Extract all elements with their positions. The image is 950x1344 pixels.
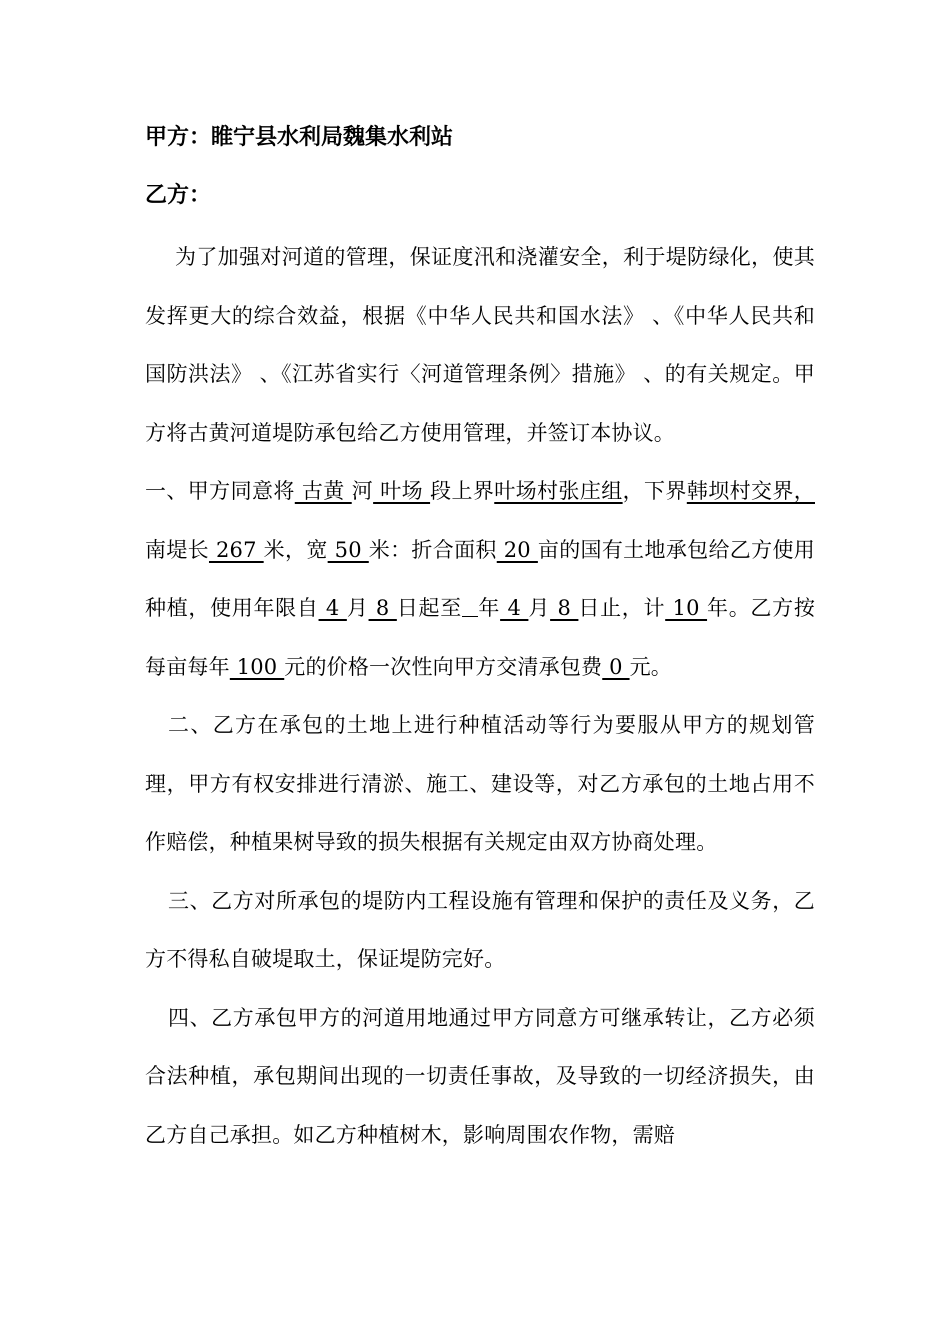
area-field: 20 (496, 537, 538, 562)
intro-paragraph: 为了加强对河道的管理，保证度汛和浇灌安全，利于堤防绿化，使其发挥更大的综合效益，根据《中华人民共和国水法》 、《中华人民共和国防洪法》 、《江苏省实行〈河道管理条例〉措施》 、的有关规定。甲方将古黄河道堤防承包给乙方使用管理，并签订本协议。 (145, 245, 815, 445)
clause1-text-4: ，下界 (622, 479, 687, 503)
party-b-line (145, 176, 815, 216)
clause1-text-8: 亩的国有土地承包给乙方使用种植，使用年限自 (145, 537, 815, 620)
end-year-blank (462, 598, 478, 617)
start-month-field: 4 (318, 596, 347, 620)
lower-boundary-field: 韩坝村交界， (686, 479, 815, 503)
end-day-field: 8 (550, 596, 579, 620)
length-field: 267 (208, 537, 264, 562)
contract-page (145, 118, 815, 1164)
clause-1-paragraph (145, 462, 815, 696)
clause1-text-5: 南堤长 (145, 537, 209, 562)
clause1-text-16: 元。 (629, 654, 672, 679)
section-name-field: 叶场 (373, 479, 431, 503)
party-b-label: 乙方： (145, 183, 212, 208)
clause1-text-1: 一、甲方同意将 (145, 479, 295, 503)
clause1-text-11: 年 (477, 596, 501, 620)
party-a-name: 睢宁县水利局魏集水利站 (211, 125, 454, 150)
clause-4-paragraph: 四、乙方承包甲方的河道用地通过甲方同意方可继承转让，乙方必须合法种植，承包期间出现的一切责任事故，及导致的一切经济损失，由乙方自己承担。如乙方种植树木，影响周围农作物，需赔 (145, 1005, 815, 1147)
start-day-field: 8 (368, 596, 397, 620)
party-a-line (145, 118, 815, 158)
clause1-text-2: 河 (351, 479, 374, 503)
end-month-field: 4 (500, 596, 529, 620)
clause1-text-6: 米，宽 (263, 537, 328, 562)
clause-3-paragraph: 三、乙方对所承包的堤防内工程设施有管理和保护的责任及义务，乙方不得私自破堤取土，保证堤防完好。 (145, 888, 815, 971)
river-name-field: 古黄 (294, 479, 352, 503)
party-a-label: 甲方： (145, 125, 212, 150)
clause1-text-9: 月 (346, 596, 369, 620)
price-field: 100 (229, 654, 285, 679)
clause1-text-3: 段上界 (430, 479, 495, 503)
fee-field: 0 (602, 654, 630, 679)
clause1-text-7: 米：折合面积 (368, 537, 497, 562)
clause-2-paragraph: 二、乙方在承包的土地上进行种植活动等行为要服从甲方的规划管理，甲方有权安排进行清淤、施工、建设等，对乙方承包的土地占用不作赔偿，种植果树导致的损失根据有关规定由双方协商处理。 (145, 713, 815, 854)
clause1-text-12: 月 (528, 596, 551, 620)
clause1-text-15: 元的价格一次性向甲方交清承包费 (284, 654, 603, 679)
upper-boundary-field: 叶场村张庄组 (494, 479, 623, 503)
clause1-text-14: 年。乙方按每亩每年 (145, 596, 816, 679)
clause1-text-13: 日止，计 (578, 596, 666, 620)
years-field: 10 (665, 596, 708, 620)
clause1-text-10: 日起至 (396, 596, 462, 620)
width-field: 50 (327, 537, 369, 562)
